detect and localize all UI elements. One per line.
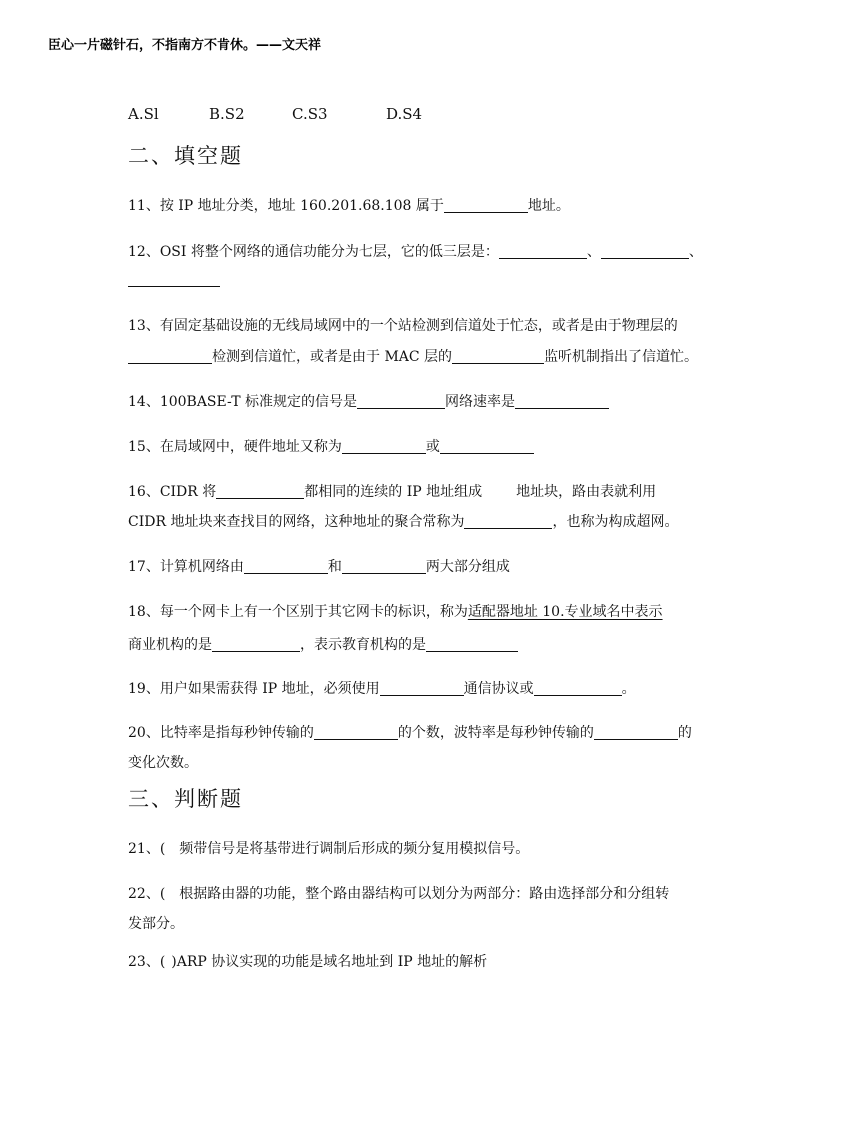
question-22: 22、( 根据路由器的功能，整个路由器结构可以划分为两部分：路由选择部分和分组转 (128, 886, 670, 902)
answer-blank[interactable] (601, 244, 689, 259)
answer-blank[interactable] (440, 439, 534, 454)
answer-blank[interactable] (128, 349, 212, 364)
question-19: 19、用户如果需获得 IP 地址，必须使用 通信协议或 。 (128, 681, 636, 697)
question-16-cont: CIDR 地址块来查找目的网络，这种地址的聚合常称为 ，也称为构成超网。 (128, 514, 679, 530)
question-18: 18、每一个网卡上有一个区别于其它网卡的标识，称为适配器地址 10.专业域名中表示 (128, 604, 663, 620)
section-fill-heading: 二、填空题 (128, 144, 243, 168)
answer-blank[interactable] (342, 439, 426, 454)
answer-blank[interactable] (216, 484, 304, 499)
question-11: 11、按 IP 地址分类，地址 160.201.68.108 属于 地址。 (128, 198, 570, 214)
answer-blank[interactable] (444, 198, 528, 213)
question-12: 12、OSI 将整个网络的通信功能分为七层，它的低三层是： 、 、 (128, 244, 703, 260)
option-c: C.S3 (292, 105, 328, 123)
question-23: 23、( )ARP 协议实现的功能是域名地址到 IP 地址的解析 (128, 954, 488, 970)
question-18-cont: 商业机构的是 ，表示教育机构的是 (128, 634, 518, 654)
question-20-cont: 变化次数。 (128, 755, 198, 771)
answer-blank[interactable] (128, 272, 220, 287)
answer-blank[interactable] (342, 559, 426, 574)
answer-blank[interactable] (212, 637, 300, 652)
answer-blank[interactable] (594, 725, 678, 740)
question-16: 16、CIDR 将 都相同的连续的 IP 地址组成 地址块，路由表就利用 (128, 484, 657, 500)
question-13-cont: 检测到信道忙，或者是由于 MAC 层的 监听机制指出了信道忙。 (128, 346, 698, 366)
answer-blank[interactable] (452, 349, 544, 364)
question-13: 13、有固定基础设施的无线局域网中的一个站检测到信道处于忙态，或者是由于物理层的 (128, 318, 678, 334)
question-17: 17、计算机网络由 和 两大部分组成 (128, 559, 510, 575)
header-quote: 臣心一片磁针石，不指南方不肯休。——文天祥 (48, 38, 322, 53)
answer-blank[interactable] (499, 244, 587, 259)
question-14: 14、100BASE-T 标准规定的信号是 网络速率是 (128, 391, 609, 411)
answer-blank[interactable] (464, 514, 552, 529)
question-22-cont: 发部分。 (128, 916, 184, 932)
option-d: D.S4 (386, 105, 423, 123)
answer-blank[interactable] (426, 637, 518, 652)
answer-blank[interactable] (244, 559, 328, 574)
question-12-cont (128, 272, 220, 288)
question-15: 15、在局域网中，硬件地址又称为 或 (128, 436, 534, 456)
answer-blank[interactable] (515, 394, 609, 409)
question-21: 21、( 频带信号是将基带进行调制后形成的频分复用模拟信号。 (128, 841, 530, 857)
answer-blank[interactable] (534, 681, 622, 696)
section-judge-heading: 三、判断题 (128, 787, 243, 811)
answer-blank[interactable] (380, 681, 464, 696)
option-a: A.Sl (128, 105, 159, 123)
option-b: B.S2 (209, 105, 245, 123)
question-20: 20、比特率是指每秒钟传输的 的个数，波特率是每秒钟传输的 的 (128, 725, 692, 741)
answer-blank[interactable] (314, 725, 398, 740)
answer-blank[interactable] (357, 394, 445, 409)
